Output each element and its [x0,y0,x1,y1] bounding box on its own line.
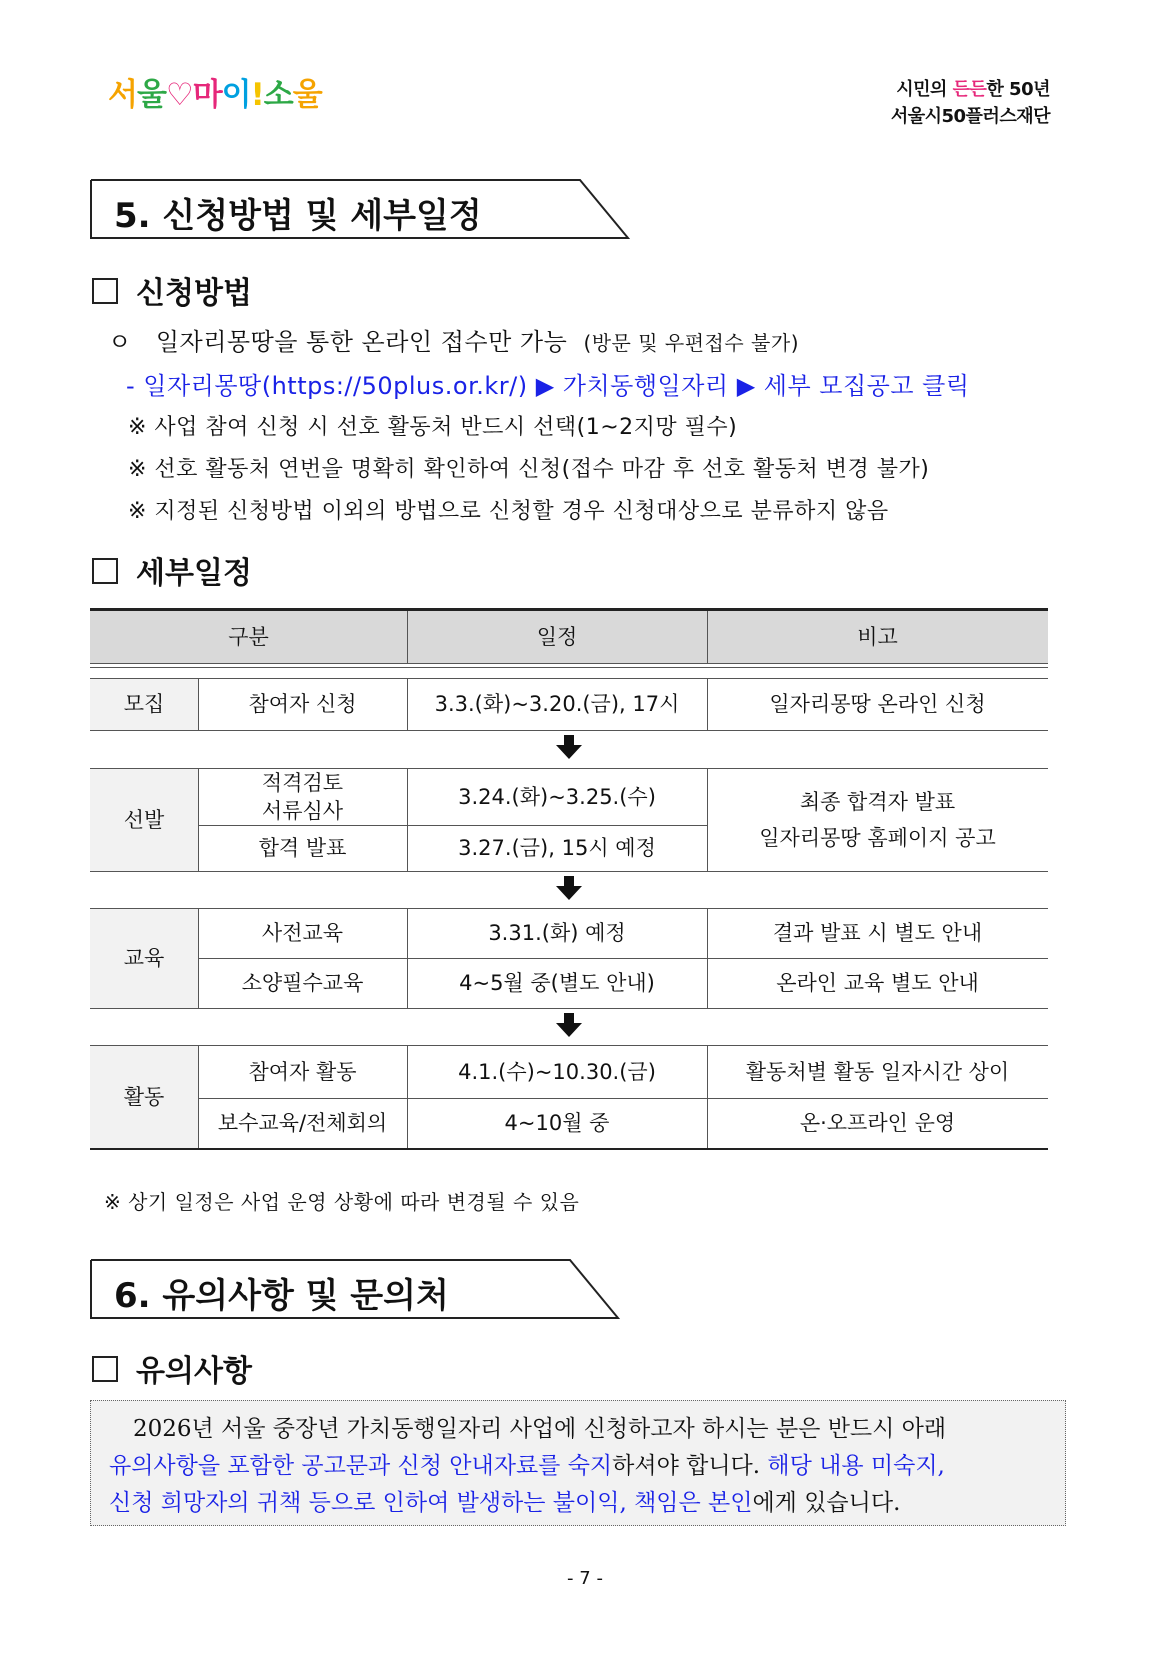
schedule-footnote: ※ 상기 일정은 사업 운영 상황에 따라 변경될 수 있음 [104,1190,580,1214]
foundation-tagline: 시민의 든든한 50년 서울시50플러스재단 [891,76,1050,130]
caution-notice-box [90,1400,1066,1526]
square-bullet-icon [92,278,118,304]
section-5-heading [90,178,630,240]
square-bullet-icon [92,1356,118,1382]
method-main-note: (방문 및 우편접수 불가) [583,331,799,355]
down-arrow-icon [555,875,583,901]
table-row-date: 3.27.(금), 15시 예정 [458,836,656,860]
table-row-date: 3.3.(화)~3.20.(금), 17시 [434,692,680,716]
method-main-line [108,322,799,357]
group-education: 교육 [123,946,165,970]
group-recruit: 모집 [123,692,165,716]
caution-line-2: 유의사항을 포함한 공고문과 신청 안내자료를 숙지하셔야 합니다. 해당 내용 미숙지, [109,1453,945,1479]
table-row-item: 참여자 신청 [248,692,357,716]
table-row-item: 소양필수교육 [241,971,364,995]
table-row-item: 합격 발표 [258,836,347,860]
group-activity: 활동 [123,1084,165,1109]
table-row-item: 참여자 활동 [248,1059,357,1084]
table-row-item: 사전교육 [261,921,344,945]
caution-line-3: 신청 희망자의 귀책 등으로 인하여 발생하는 불이익, 책임은 본인에게 있습니다. [109,1490,901,1516]
foundation-name: 서울시50플러스재단 [890,106,1050,127]
selection-note: 최종 합격자 발표 일자리몽땅 홈페이지 공고 [759,789,996,850]
apply-link-line[interactable]: - 일자리몽땅(https://50plus.or.kr/) ▶ 가치동행일자리 ▶ 세부 모집공고 클릭 [126,372,970,400]
section-6-title: 6. 유의사항 및 문의처 [114,1276,449,1316]
square-bullet-icon [92,558,118,584]
table-row-note: 일자리몽땅 온라인 신청 [769,692,986,716]
method-note-1: ※ 사업 참여 신청 시 선호 활동처 반드시 선택(1~2지망 필수) [128,415,738,440]
table-row-note: 결과 발표 시 별도 안내 [772,921,983,945]
section-6-heading [90,1258,620,1320]
table-row-date: 4~10월 중 [504,1111,610,1135]
method-note-3: ※ 지정된 신청방법 이외의 방법으로 신청할 경우 신청대상으로 분류하지 않음 [128,499,889,524]
table-row-item: 보수교육/전체회의 [217,1111,388,1135]
down-arrow-icon [555,1012,583,1038]
table-row-item: 적격검토 서류심사 [261,770,344,823]
table-row-date: 4.1.(수)~10.30.(금) [458,1059,656,1084]
column-header-remarks: 비고 [857,625,898,649]
schedule-subheading: 세부일정 [92,548,252,592]
method-note-2: ※ 선호 활동처 연번을 명확히 확인하여 신청(접수 마감 후 선호 활동처 변경 불가) [128,457,930,482]
table-row-date: 4~5월 중(별도 안내) [459,971,655,995]
down-arrow-icon [555,734,583,760]
caution-line-1: 2026년 서울 중장년 가치동행일자리 사업에 신청하고자 하시는 분은 반드시 아래 [133,1416,947,1442]
table-row-date: 3.24.(화)~3.25.(수) [458,784,656,809]
circle-bullet: ㅇ [108,328,132,356]
table-row-note: 활동처별 활동 일자시간 상이 [745,1059,1010,1084]
method-subheading: 신청방법 [92,268,252,312]
method-main-text: 일자리몽땅을 통한 온라인 접수만 가능 [155,328,568,356]
caution-subheading: 유의사항 [92,1346,252,1390]
group-selection: 선발 [123,807,165,832]
table-row-note: 온라인 교육 별도 안내 [776,971,979,995]
table-row-date: 3.31.(화) 예정 [488,921,626,945]
section-5-title: 5. 신청방법 및 세부일정 [114,196,482,236]
column-header-category: 구분 [228,625,269,649]
seoul-my-soul-logo: 서울♡마이!소울 [108,77,322,113]
table-row-note: 온·오프라인 운영 [799,1111,956,1135]
column-header-schedule: 일정 [536,625,578,649]
page-number: - 7 - [567,1568,603,1589]
